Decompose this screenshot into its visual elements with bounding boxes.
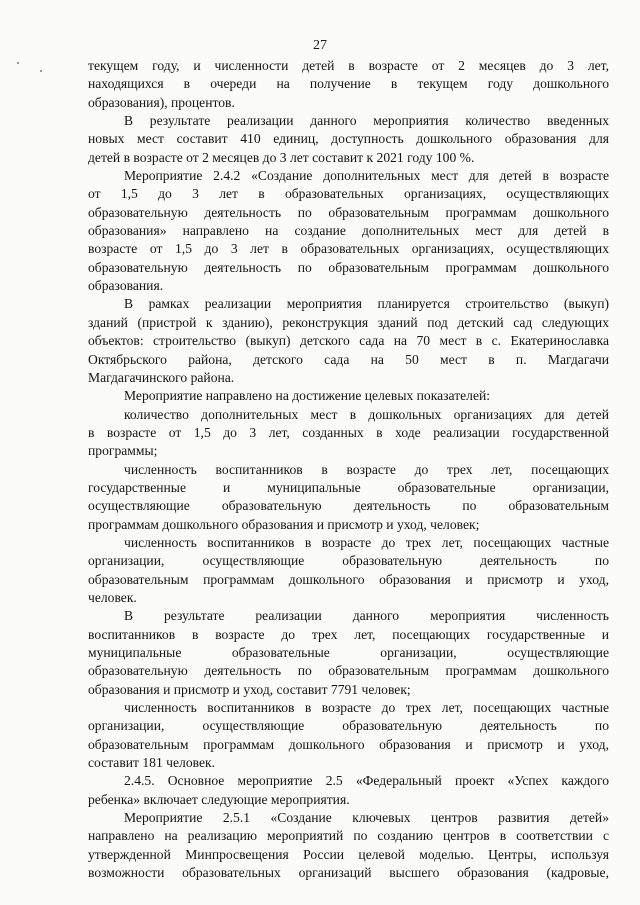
text-line: Мероприятие 2.5.1 «Создание ключевых центров развития детей» <box>124 810 609 826</box>
text-line: организации, осуществляющие образовательную деятельность по <box>88 553 609 569</box>
text-line: осуществляющие образовательную деятельность по образовательным <box>88 498 609 514</box>
text-line: количество дополнительных мест в дошкольных организациях для детей <box>124 406 609 422</box>
text-line: образовательную деятельность по образовательным программам дошкольного <box>88 204 609 220</box>
text-line: в возрасте от 1,5 до 3 лет, созданных в ходе реализации государственной <box>88 424 609 440</box>
text-line: В рамках реализации мероприятия планируется строительство (выкуп) <box>124 296 609 312</box>
page-number: 27 <box>313 38 327 53</box>
text-line: организации, осуществляющие образовательную деятельность по <box>88 718 609 734</box>
text-line: образовательным программам дошкольного образования и присмотр и уход, <box>88 736 609 752</box>
scan-artifact-dot <box>40 70 42 72</box>
text-line: государственные и муниципальные образовательные организации, <box>88 479 609 495</box>
text-line: текущем году, и численности детей в возрасте от 2 месяцев до 3 лет, <box>88 58 609 73</box>
text-line: ребенка» включает следующие мероприятия. <box>88 791 350 807</box>
text-line: 2.4.5. Основное мероприятие 2.5 «Федеральный проект «Успех каждого <box>124 773 609 789</box>
text-line: образования и присмотр и уход, составит 7791 человек; <box>88 681 411 697</box>
text-line: составит 181 человек. <box>88 755 215 771</box>
text-line: образования» направлено на создание дополнительных мест для детей в <box>88 223 609 239</box>
text-line: новых мест составит 410 единиц, доступность дошкольного образования для <box>88 131 609 147</box>
text-line: Мероприятие направлено на достижение целевых показателей: <box>124 388 491 404</box>
text-line: программы; <box>88 443 158 459</box>
text-line: образования. <box>88 278 164 294</box>
text-line: возможности образовательных организаций высшего образования (кадровые, <box>88 865 609 881</box>
text-line: возрасте от 1,5 до 3 лет в образовательных организациях, осуществляющих <box>88 241 609 257</box>
text-line: человек. <box>88 589 137 605</box>
text-line: зданий (пристрой к зданию), реконструкция зданий под детский сад следующих <box>88 314 609 330</box>
text-line: образовательную деятельность по образовательным программам дошкольного <box>88 259 609 275</box>
text-line: численность воспитанников в возрасте до трех лет, посещающих частные <box>124 534 609 550</box>
text-line: детей в возрасте от 2 месяцев до 3 лет составит к 2021 году 100 %. <box>88 149 475 165</box>
text-line: Магдагачинского района. <box>88 369 235 385</box>
text-line: образовательную деятельность по образовательным программам дошкольного <box>88 663 609 679</box>
text-line: воспитанников в возрасте до трех лет, посещающих государственные и <box>88 626 609 642</box>
text-line: направлено на реализацию мероприятий по созданию центров в соответствии с <box>88 828 609 844</box>
text-line: Мероприятие 2.4.2 «Создание дополнительных мест для детей в возрасте <box>124 168 609 184</box>
document-body <box>88 57 609 882</box>
text-line: программам дошкольного образования и присмотр и уход, человек; <box>88 516 480 532</box>
text-line: образовательным программам дошкольного образования и присмотр и уход, <box>88 571 609 587</box>
text-line: В результате реализации данного мероприятия численность <box>124 608 609 624</box>
text-line: объектов: строительство (выкуп) детского сада на 70 мест в с. Екатеринославка <box>88 333 609 349</box>
text-line: Октябрьского района, детского сада на 50 мест в п. Магдагачи <box>88 351 609 367</box>
text-line: утвержденной Минпросвещения России целевой моделью. Центры, используя <box>88 846 609 862</box>
text-line: находящихся в очереди на получение в текущем году дошкольного <box>88 76 609 92</box>
scan-artifact-dot <box>17 62 19 64</box>
text-line: образования), процентов. <box>88 94 235 110</box>
text-line: муниципальные образовательные организации, осуществляющие <box>88 645 609 660</box>
text-line: от 1,5 до 3 лет в образовательных организациях, осуществляющих <box>88 186 609 202</box>
text-line: численность воспитанников в возрасте до трех лет, посещающих частные <box>124 700 609 716</box>
text-line: В результате реализации данного мероприятия количество введенных <box>124 113 609 129</box>
text-line: численность воспитанников в возрасте до трех лет, посещающих <box>124 461 609 477</box>
